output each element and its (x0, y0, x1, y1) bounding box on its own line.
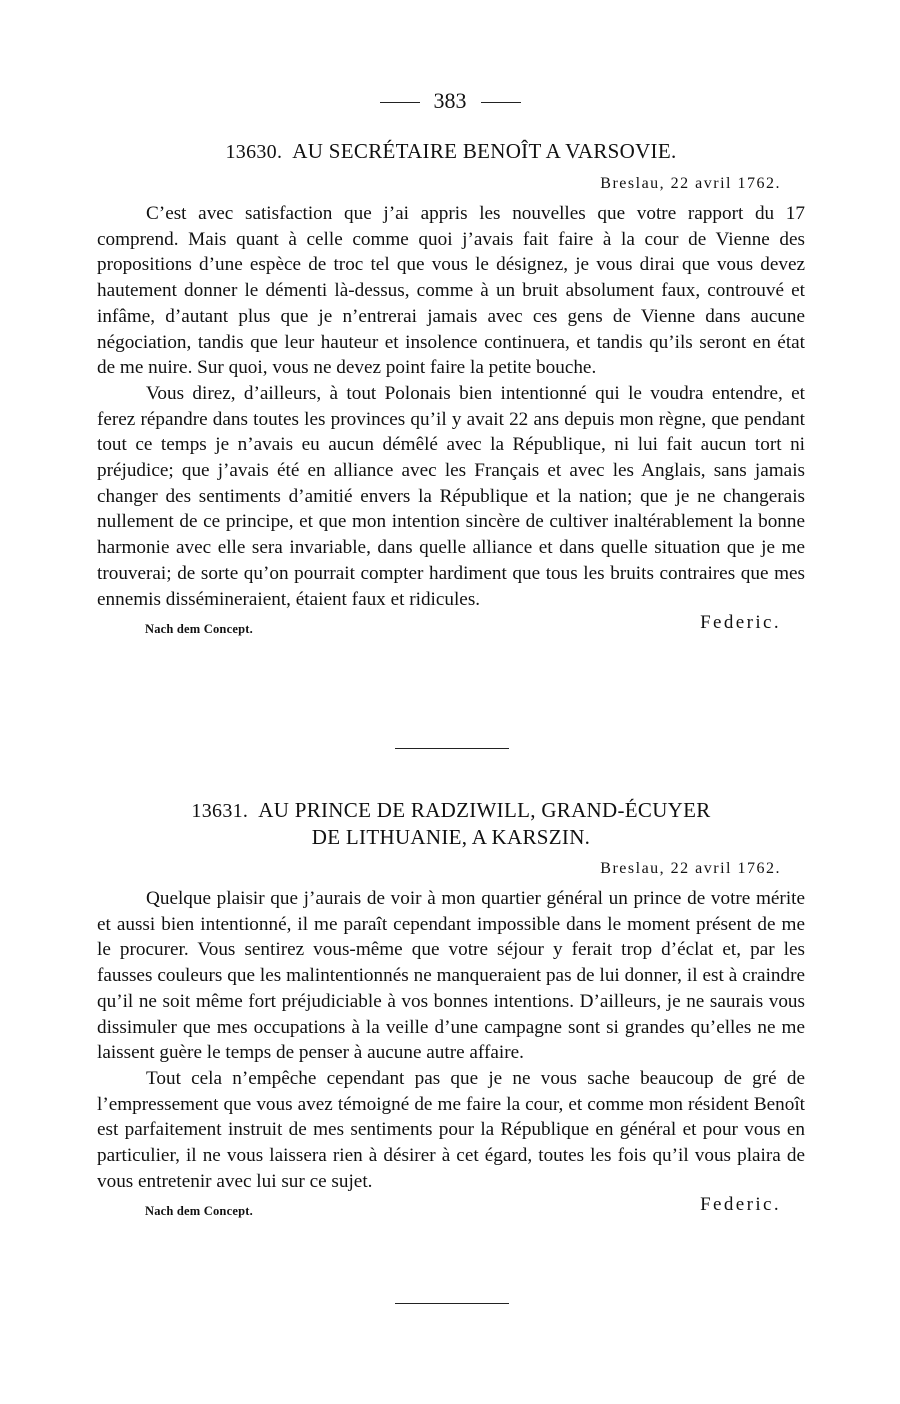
letter-addressee: AU SECRÉTAIRE BENOÎT A VARSOVIE. (292, 139, 677, 163)
letter-13631 (97, 797, 805, 1224)
letter-addressee-line-1: AU PRINCE DE RADZIWILL, GRAND-ÉCUYER (258, 798, 711, 822)
signature: Federic. (700, 1194, 781, 1216)
letter-footer (97, 1194, 805, 1224)
letter-footer (97, 612, 805, 642)
source-note: Nach dem Concept. (145, 1204, 253, 1219)
page-number: 383 (433, 88, 467, 113)
letter-paragraph: Vous direz, d’ailleurs, à tout Polonais bien intentionné qui le voudra entendre, et ferez répandre dans toutes les provinces qu’il y avait 22 ans depuis mon règne, que pendant tout ce temps je n’avais eu aucun démêlé avec la République, ni lui fait aucun tort ni préjudice; que j’avais été en alliance avec les Français et avec les Anglais, sans jamais changer des sentiments d’amitié envers la République et la nation; que je ne changerais nullement de ce principe, et que mon intention sincère de cultiver inaltérablement la bonne harmonie avec elle sera invariable, dans quelle alliance et dans quelle situation que je me trouverai; de sorte qu’on pourrait compter hardiment que tous les bruits contraires que mes ennemis dissémineraient, étaient faux et ridicules. (97, 382, 805, 610)
header-dash-right (481, 102, 521, 103)
source-note: Nach dem Concept. (145, 622, 253, 637)
place-date: Breslau, 22 avril 1762. (600, 175, 781, 192)
place-date: Breslau, 22 avril 1762. (600, 860, 781, 877)
letter-title (97, 138, 805, 165)
page-header (0, 86, 900, 116)
letter-paragraph: C’est avec satisfaction que j’ai appris les nouvelles que votre rapport du 17 comprend. Mais quant à celle comme quoi j’avais fait faire à la cour de Vienne des propositions d’une espèce de troc tel que vous le désignez, je vous dirai que vous devez hautement donner le démenti là-dessus, comme à un bruit absolument faux, controuvé et infâme, d’autant plus que je n’entrerai jamais avec ces gens de Vienne dans aucune négociation, tandis que leur hauteur et insolence continuera, et tandis qu’ils seront en état de me nuire. Sur quoi, vous ne devez point faire la petite bouche. (97, 203, 805, 379)
section-divider (395, 748, 509, 749)
letter-number: 13630. (225, 141, 283, 163)
letter-addressee-line-2: DE LITHUANIE, A KARSZIN. (311, 825, 591, 849)
signature: Federic. (700, 612, 781, 634)
section-divider (395, 1303, 509, 1304)
letter-number: 13631. (191, 800, 249, 822)
letter-paragraph: Tout cela n’empêche cependant pas que je ne vous sache beaucoup de gré de l’empressement que vous avez témoigné de me faire la cour, et comme mon résident Benoît est parfaitement instruit de mes sentiments pour la République en général et pour vous en particulier, il ne vous laissera rien à désirer à cet égard, toutes les fois qu’il vous plaira de vous entretenir avec lui sur ce sujet. (97, 1067, 805, 1192)
letter-title (97, 797, 805, 850)
letter-paragraph: Quelque plaisir que j’aurais de voir à mon quartier général un prince de votre mérite et aussi bien intentionné, il me paraît cependant impossible dans le moment présent de me le procurer. Vous sentirez vous-même que votre séjour y ferait trop d’éclat et, par les fausses couleurs que les malintentionnés ne manqueraient pas de lui donner, il est à craindre qu’il ne soit même fort préjudiciable à vos bonnes intentions. D’ailleurs, je ne saurais vous dissimuler que mes occupations à la veille d’une campagne sont si grandes qu’elles ne me laissent guère le temps de penser à aucune autre affaire. (97, 888, 805, 1064)
letter-13630 (97, 138, 805, 642)
header-dash-left (380, 102, 420, 103)
